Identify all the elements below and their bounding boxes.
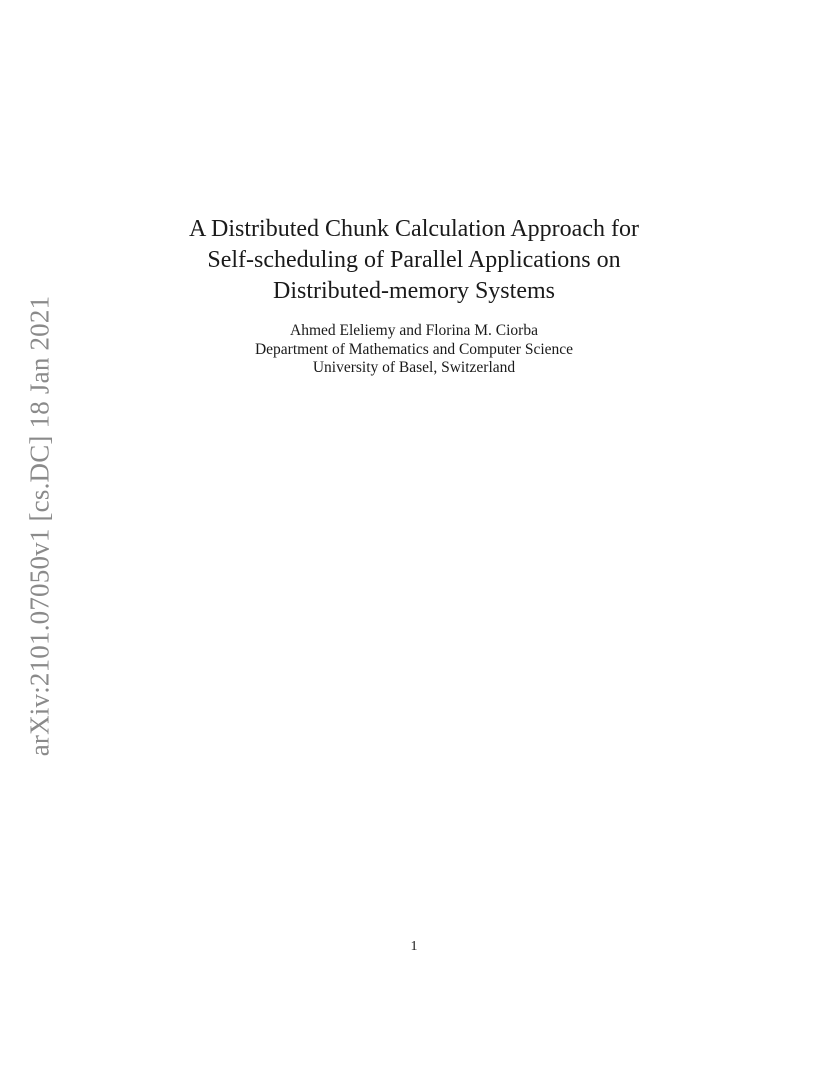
title-line: A Distributed Chunk Calculation Approach for (189, 216, 639, 242)
affiliation-university: University of Basel, Switzerland (312, 359, 516, 376)
arxiv-identifier-stamp: arXiv:2101.07050v1 [cs.DC] 18 Jan 2021 (24, 295, 55, 757)
page-number: 1 (410, 939, 418, 954)
affiliation-department: Department of Mathematics and Computer Science (254, 340, 574, 358)
author-names: Ahmed Eleliemy and Florina M. Ciorba (290, 322, 538, 339)
title-line: Self-scheduling of Parallel Applications on (207, 247, 621, 273)
title-line: Distributed-memory Systems (273, 278, 555, 304)
paper-title (0, 214, 828, 307)
author-block (0, 322, 828, 378)
